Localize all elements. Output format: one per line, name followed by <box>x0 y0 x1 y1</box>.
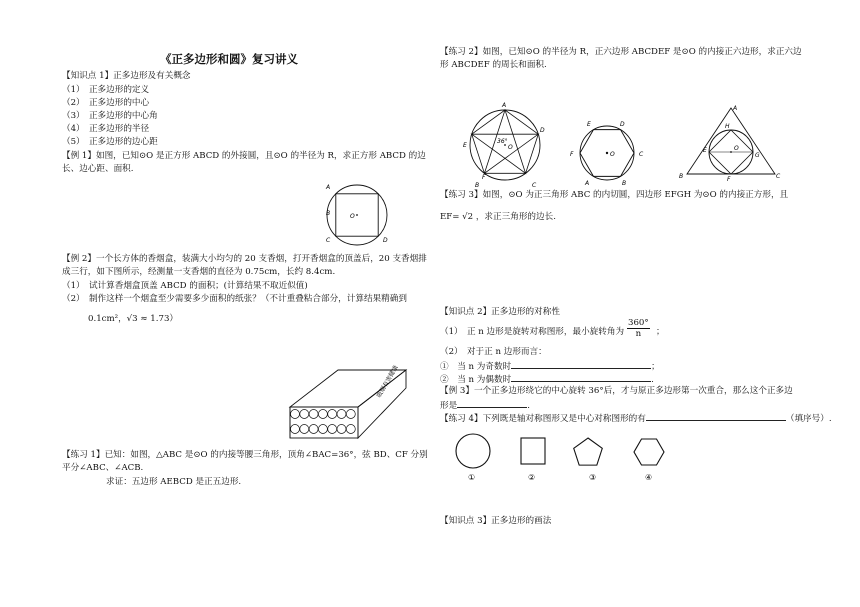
example-2-q1: （1） 试计算香烟盒顶盖 ABCD 的面积；(计算结果不取近似值) <box>62 281 308 291</box>
concept-item: （5） 正多边形的边心距 <box>62 137 158 147</box>
label-c: C <box>639 151 644 158</box>
knowledge-point-3: 【知识点 3】正多边形的画法 <box>440 516 552 526</box>
label-b: B <box>679 173 684 180</box>
example-3-text: 【例 3】一个正多边形绕它的中心旋转 36°后，才与原正多边形第一次重合，那么这个正多边 <box>440 386 793 396</box>
practice-2-text: 【练习 2】如图，已知⊙O 的半径为 R，正六边形 ABCDEF 是⊙O 的内接正六边形，求正六边 <box>440 47 802 57</box>
label-b: B <box>326 210 331 217</box>
triangle-incircle-figure <box>675 102 780 182</box>
concept-item: （1） 正多边形的定义 <box>62 85 150 95</box>
cigarette-end <box>337 425 346 434</box>
cigarette-end <box>291 410 300 419</box>
symmetry-shapes <box>448 428 678 490</box>
label-o: O <box>350 213 355 220</box>
concept-item: （4） 正多边形的半径 <box>62 124 150 134</box>
label-e: E <box>587 121 591 128</box>
even-case: ② 当 n 为偶数时 . <box>440 375 654 385</box>
shape-label-3: ③ <box>589 473 597 482</box>
label-a: A <box>326 184 331 191</box>
example-1-text: 【例 1】如图，已知⊙O 是正方形 ABCD 的外接圆，且⊙O 的半径为 R，求正方形 ABCD 的边 <box>62 151 426 161</box>
label-a: A <box>502 102 507 109</box>
label-d: D <box>540 127 545 134</box>
label-o: O <box>508 144 513 151</box>
label-e: E <box>463 142 467 149</box>
label-h: H <box>725 123 730 130</box>
fraction-denominator: n <box>635 329 642 339</box>
label-b: B <box>475 182 480 189</box>
example-2-q2: （2） 制作这样一个烟盒至少需要多少面积的纸张？（不计重叠粘合部分，计算结果精确到 <box>62 294 407 304</box>
blank-even <box>511 373 651 382</box>
label-a: A <box>733 105 738 112</box>
label-o: O <box>734 145 739 152</box>
cigarette-end <box>346 410 355 419</box>
knowledge-point-1: 【知识点 1】正多边形及有关概念 <box>62 71 191 81</box>
cigarette-end <box>328 410 337 419</box>
practice-4-text: 【练习 4】下列既是轴对称图形又是中心对称图形的有 （填序号）. <box>440 414 832 424</box>
cigarette-end <box>291 425 300 434</box>
example-2-text: 成三行，如下图所示，经测量一支香烟的直径为 0.75cm，长约 8.4cm. <box>62 267 336 277</box>
symmetry-item-1: （1） 正 n 边形是旋转对称图形，最小旋转角为 <box>440 327 625 337</box>
example-2-q2-precision: 0.1cm²，√3 ≈ 1.73） <box>88 314 179 324</box>
label-f: F <box>570 151 574 158</box>
cigarette-end <box>300 425 309 434</box>
cigarette-end <box>309 425 318 434</box>
label-b: B <box>622 180 627 187</box>
cigarette-end <box>318 410 327 419</box>
label-d: D <box>383 237 388 244</box>
fraction-numerator: 360° <box>628 318 649 328</box>
cigarette-end <box>346 425 355 434</box>
label-c: C <box>532 182 537 189</box>
practice-1-text: 平分∠ABC、∠ACB. <box>62 463 144 473</box>
label-f: F <box>482 174 486 181</box>
example-1-text: 长、边心距、面积. <box>62 164 134 174</box>
cigarette-box-figure <box>288 340 413 440</box>
cigarette-end <box>328 425 337 434</box>
symmetry-item-2: （2） 对于正 n 边形而言： <box>440 347 547 357</box>
practice-1-proof: 求证：五边形 AEBCD 是正五边形. <box>106 477 242 487</box>
shape-label-2: ② <box>528 473 536 482</box>
label-f: F <box>727 176 731 183</box>
practice-2-text: 形 ABCDEF 的周长和面积. <box>440 60 547 70</box>
page-title: 《正多边形和圆》复习讲义 <box>160 52 298 66</box>
label-g: G <box>755 152 760 159</box>
cigarette-end <box>309 410 318 419</box>
knowledge-point-2: 【知识点 2】正多边形的对称性 <box>440 307 560 317</box>
square-in-circle-figure <box>320 180 400 250</box>
cigarette-end <box>300 410 309 419</box>
label-angle: 36° <box>497 138 508 145</box>
label-e: E <box>703 147 707 154</box>
box-warning-label: 吸烟有害健康 <box>375 364 400 399</box>
practice-3-text: 【练习 3】如图，⊙O 为正三角形 ABC 的内切圆，四边形 EFGH 为⊙O 的内接正方形，且 <box>440 190 789 200</box>
concept-item: （3） 正多边形的中心角 <box>62 111 158 121</box>
example-3-text: 形是 . <box>440 401 530 411</box>
label-d: D <box>620 121 625 128</box>
cigarette-end <box>337 410 346 419</box>
label-c: C <box>776 173 781 180</box>
shape-label-1: ① <box>468 473 476 482</box>
practice-1-text: 【练习 1】已知：如图，△ABC 是⊙O 的内接等腰三角形，顶角∠BAC=36°，弦 BD、CF 分别 <box>62 450 428 460</box>
blank-answer <box>646 412 786 421</box>
label-a: A <box>585 180 590 187</box>
odd-case: ① 当 n 为奇数时 ； <box>440 362 660 372</box>
rotation-angle-fraction <box>627 318 650 339</box>
label-c: C <box>326 237 331 244</box>
example-2-text: 【例 2】一个长方体的香烟盒，装满大小均匀的 20 支香烟，打开香烟盒的顶盖后，20 支香烟排 <box>62 254 427 264</box>
hexagon-figure <box>565 115 645 185</box>
blank-odd <box>511 360 651 369</box>
blank-polygon <box>457 399 527 408</box>
label-o: O <box>610 151 615 158</box>
shape-label-4: ④ <box>645 473 653 482</box>
practice-3-text: EF= √2 ，求正三角形的边长. <box>440 212 556 222</box>
pentagon-star-figure <box>460 100 555 190</box>
concept-item: （2） 正多边形的中心 <box>62 98 150 108</box>
cigarette-end <box>318 425 327 434</box>
